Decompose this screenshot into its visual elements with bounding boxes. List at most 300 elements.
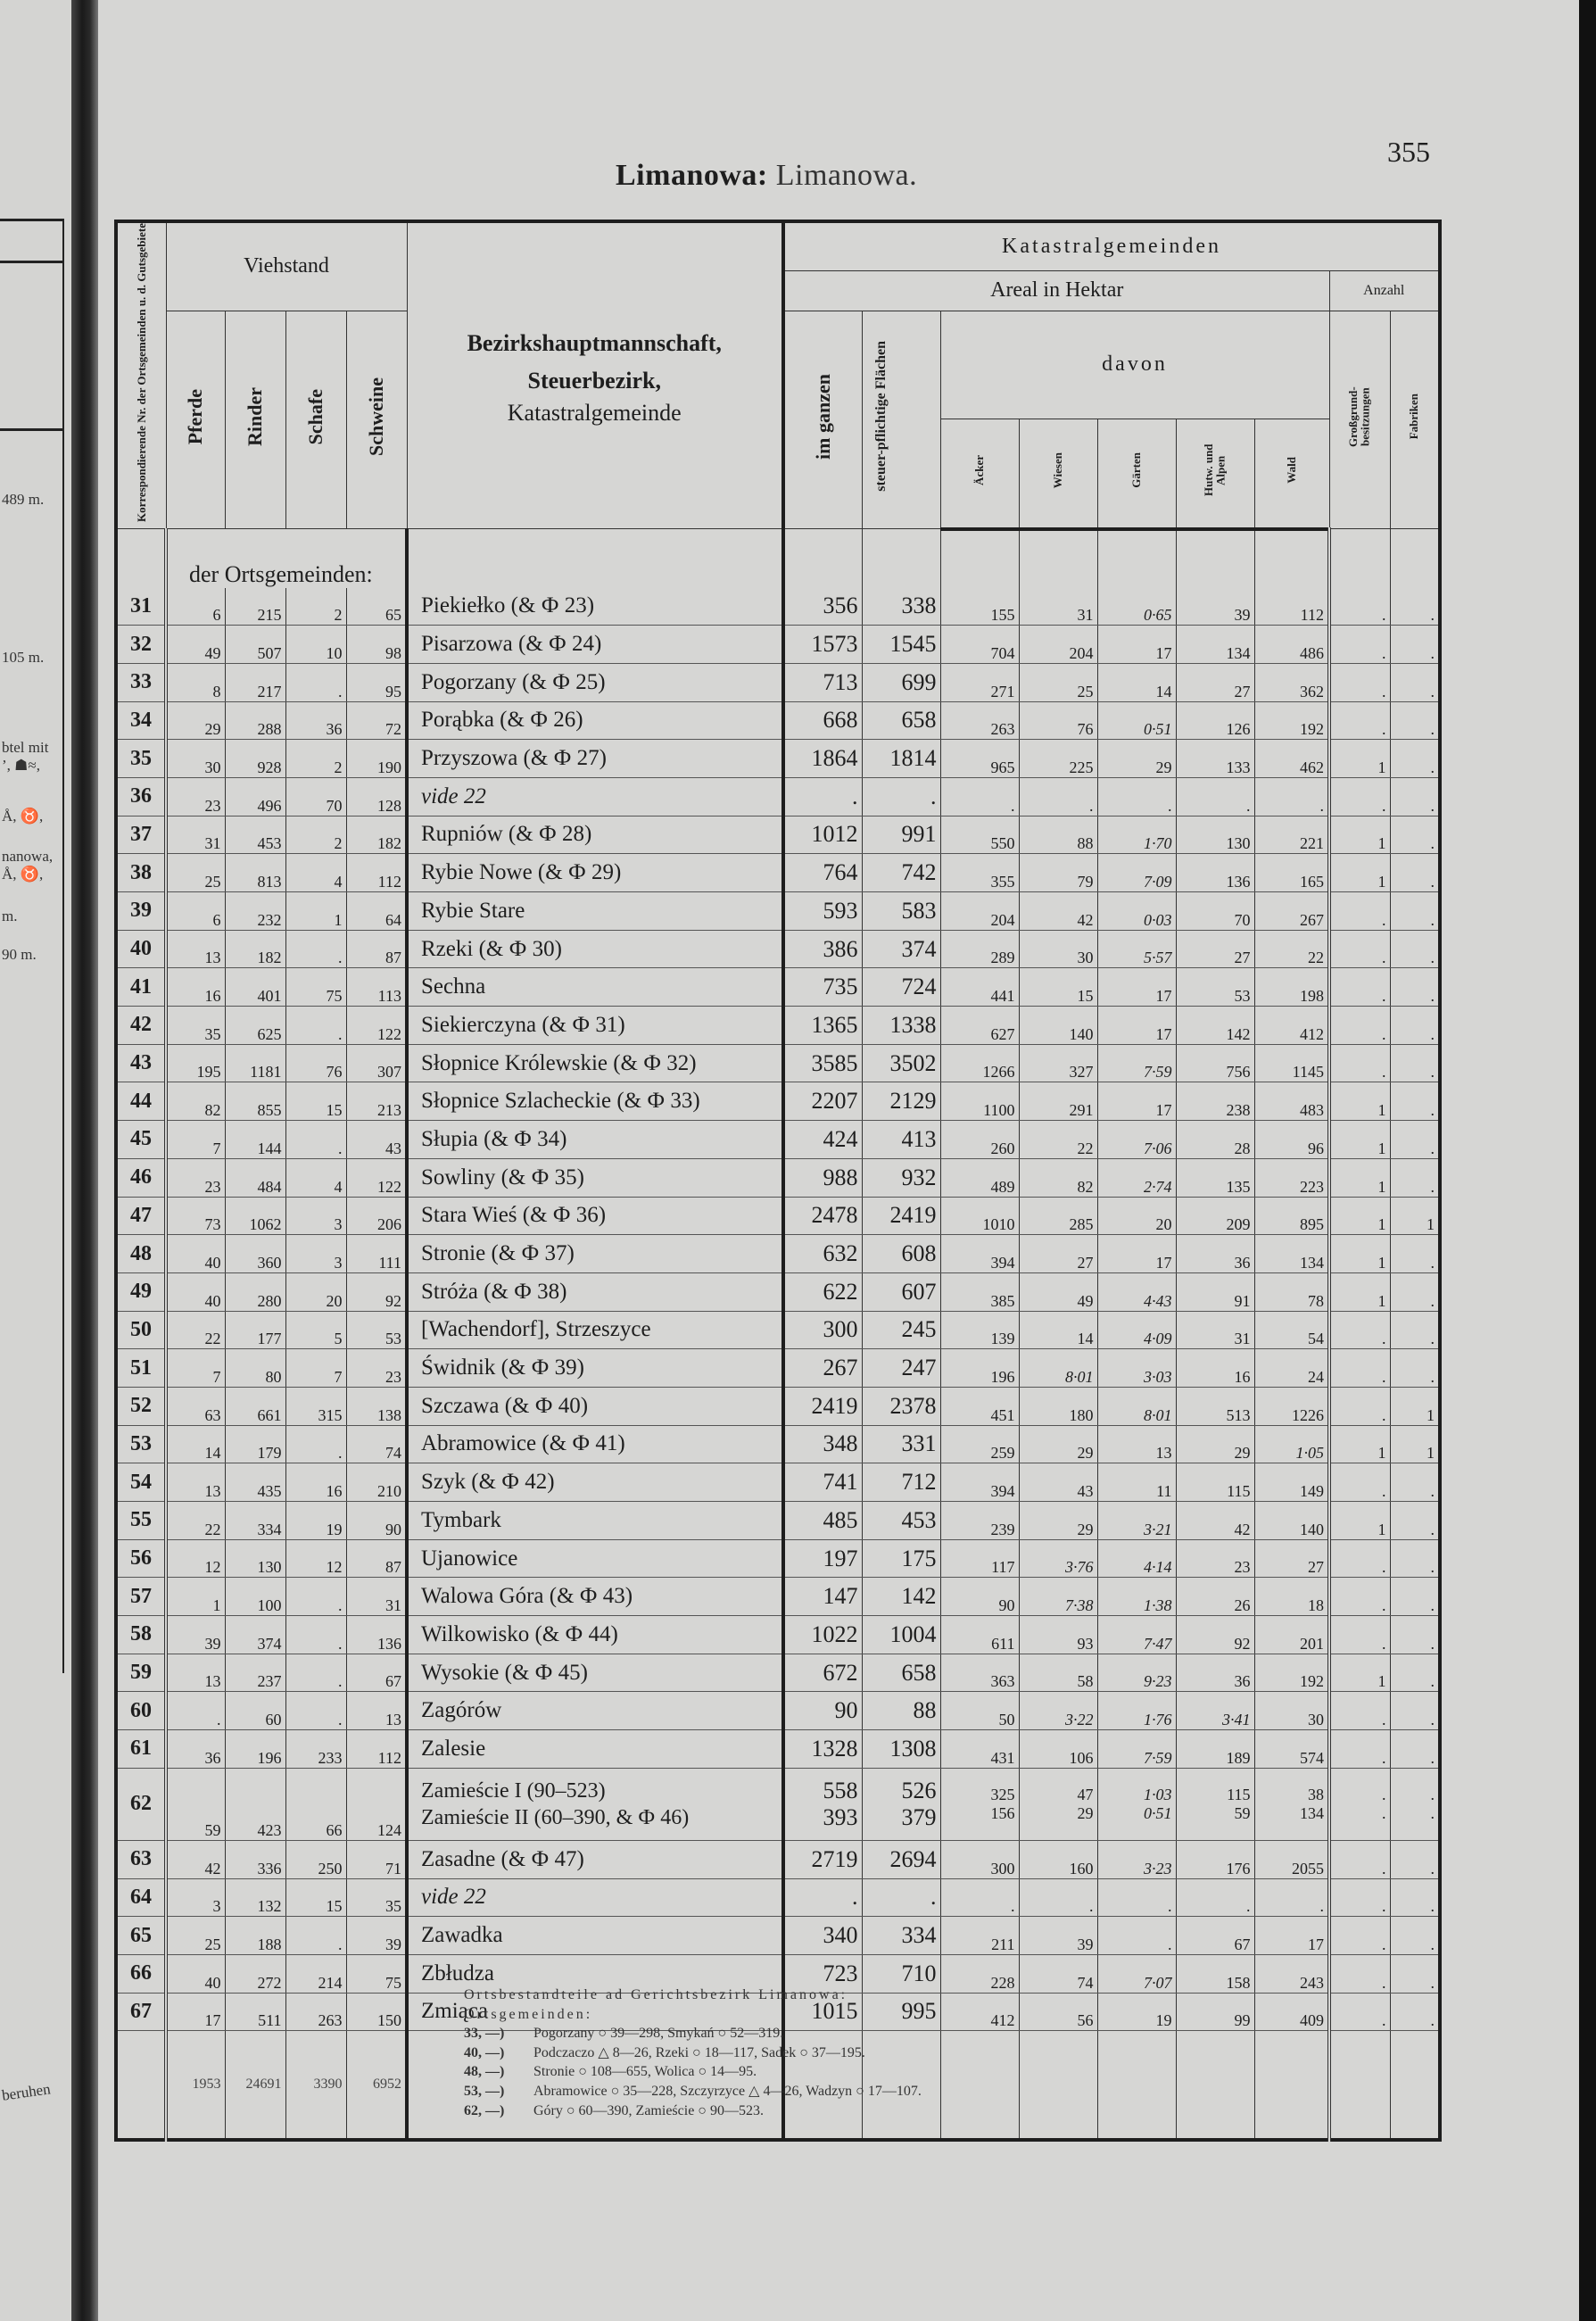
margin-fragment: nanowa,: [2, 848, 54, 865]
adjacent-page-fragment: [0, 0, 71, 2321]
name-line: Tymbark: [421, 1507, 501, 1532]
cell-wald: 486: [1254, 626, 1329, 664]
cell-wald: 483: [1254, 1082, 1329, 1121]
cell-schweine: 87: [346, 1539, 407, 1578]
cell-pferde: 25: [166, 854, 225, 892]
cell-schafe: 214: [285, 1954, 346, 1993]
cell-hutw: 135: [1176, 1158, 1254, 1197]
cell-schafe: .: [285, 1616, 346, 1654]
cell-hutw: 136: [1176, 854, 1254, 892]
header-nr: Korrespondierende Nr. der Ortsgemeinden u. d. Gutsgebiete: [116, 221, 166, 529]
name-line: Rybie Nowe (& Ф 29): [421, 860, 622, 885]
cell-grossgrund: 1: [1329, 1197, 1390, 1235]
cell-schafe: 3: [285, 1235, 346, 1273]
cell-wiesen: 140: [1019, 1007, 1097, 1045]
table-row: [116, 1878, 1440, 1917]
cell-fabriken: .: [1390, 930, 1440, 968]
cell-schweine: 92: [346, 1272, 407, 1311]
cell-rinder: 80: [225, 1349, 285, 1388]
cell-aecker: 90: [940, 1578, 1019, 1616]
cell-rinder: 374: [225, 1616, 285, 1654]
cell-hutw: 91: [1176, 1272, 1254, 1311]
cell-wiesen: 39: [1019, 1917, 1097, 1955]
row-number: 36: [116, 777, 166, 816]
cell-gaerten: 4·09: [1097, 1311, 1176, 1349]
cell-schafe: .: [285, 1007, 346, 1045]
margin-fragment: 105 m.: [2, 649, 45, 666]
footnote-text: Pogorzany ○ 39—298, Smykań ○ 52—319.: [533, 2026, 784, 2042]
katastralgemeinde-name: [407, 1917, 783, 1955]
cell-pferde: .: [166, 1692, 225, 1730]
cell-pferde: 195: [166, 1044, 225, 1082]
name-line: Abramowice (& Ф 41): [421, 1431, 625, 1456]
cell-rinder: 217: [225, 663, 285, 701]
cell-grossgrund: .: [1329, 1349, 1390, 1388]
cell-gaerten: 11: [1097, 1463, 1176, 1502]
cell-gaerten: 17: [1097, 626, 1176, 664]
cell-aecker: 325 156: [940, 1768, 1019, 1840]
cell-im_ganzen: 485: [783, 1502, 862, 1540]
cell-schafe: 250: [285, 1840, 346, 1878]
katastralgemeinde-name: [407, 1197, 783, 1235]
cell-wald: 362: [1254, 663, 1329, 701]
footnote-key: 53, —): [464, 2083, 505, 2099]
table-row: [116, 1044, 1440, 1082]
name-line: Stróża (& Ф 38): [421, 1279, 567, 1304]
table-row: [116, 1007, 1440, 1045]
cell-steuerpfl: 3502: [862, 1044, 940, 1082]
katastralgemeinde-name: [407, 1730, 783, 1769]
cell-pferde: 17: [166, 1993, 225, 2031]
cell-rinder: 144: [225, 1121, 285, 1159]
cell-fabriken: .: [1390, 1840, 1440, 1878]
cell-wiesen: 79: [1019, 854, 1097, 892]
footnote-key: 62, —): [464, 2102, 505, 2118]
cell-pferde: 49: [166, 626, 225, 664]
cell-rinder: 336: [225, 1840, 285, 1878]
cell-fabriken: .: [1390, 1917, 1440, 1955]
katastralgemeinde-name: [407, 1768, 783, 1840]
header-steuerpflichtige: steuer-pflichtige Flächen: [862, 311, 940, 529]
cell-wiesen: 27: [1019, 1235, 1097, 1273]
cell-aecker: 412: [940, 1993, 1019, 2031]
cell-schafe: 36: [285, 701, 346, 740]
header-katastralgemeinden: Katastralgemeinden: [783, 221, 1440, 270]
name-line: Porąbka (& Ф 26): [421, 708, 583, 733]
cell-im_ganzen: 723: [783, 1954, 862, 1993]
empty-cell: [940, 2031, 1019, 2141]
cell-grossgrund: 1: [1329, 1158, 1390, 1197]
name-line: Wilkowisko (& Ф 44): [421, 1621, 618, 1646]
cell-pferde: 22: [166, 1311, 225, 1349]
row-number: 59: [116, 1654, 166, 1692]
cell-aecker: 139: [940, 1311, 1019, 1349]
cell-rinder: 453: [225, 816, 285, 854]
cell-aecker: 431: [940, 1730, 1019, 1769]
name-line: Siekierczyna (& Ф 31): [421, 1012, 625, 1037]
row-number: 41: [116, 968, 166, 1007]
cell-im_ganzen: 1012: [783, 816, 862, 854]
cell-schafe: 10: [285, 626, 346, 664]
cell-schweine: 95: [346, 663, 407, 701]
cell-schweine: 98: [346, 626, 407, 664]
cell-fabriken: .: [1390, 1539, 1440, 1578]
cell-gaerten: 1·03 0·51: [1097, 1768, 1176, 1840]
cell-fabriken: .: [1390, 1993, 1440, 2031]
header-hutweiden: Hutw. und Alpen: [1176, 419, 1254, 529]
katastralgemeinde-name: [407, 1616, 783, 1654]
cell-schweine: 122: [346, 1158, 407, 1197]
cell-grossgrund: .: [1329, 663, 1390, 701]
cell-fabriken: .: [1390, 854, 1440, 892]
cell-rinder: 401: [225, 968, 285, 1007]
cell-im_ganzen: 2207: [783, 1082, 862, 1121]
table-row: [116, 854, 1440, 892]
cell-gaerten: 1·38: [1097, 1578, 1176, 1616]
cell-hutw: 39: [1176, 588, 1254, 626]
cell-pferde: 40: [166, 1954, 225, 1993]
cell-rinder: 177: [225, 1311, 285, 1349]
table-row: [116, 1272, 1440, 1311]
cell-aecker: 196: [940, 1349, 1019, 1388]
cell-gaerten: 8·01: [1097, 1387, 1176, 1425]
cell-wald: 574: [1254, 1730, 1329, 1769]
katastralgemeinde-name: [407, 816, 783, 854]
cell-rinder: 280: [225, 1272, 285, 1311]
cell-grossgrund: .: [1329, 1044, 1390, 1082]
cell-im_ganzen: 764: [783, 854, 862, 892]
cell-gaerten: 4·14: [1097, 1539, 1176, 1578]
cell-fabriken: .: [1390, 1692, 1440, 1730]
katastralgemeinde-name: [407, 740, 783, 778]
cell-wiesen: 22: [1019, 1121, 1097, 1159]
cell-aecker: 965: [940, 740, 1019, 778]
katastralgemeinde-name: [407, 1121, 783, 1159]
book-spine: [71, 0, 98, 2321]
cell-aecker: 50: [940, 1692, 1019, 1730]
cell-hutw: 238: [1176, 1082, 1254, 1121]
cell-im_ganzen: 1365: [783, 1007, 862, 1045]
footnote-item: [464, 2101, 922, 2121]
name-line: Ujanowice: [421, 1546, 518, 1571]
cell-wald: 412: [1254, 1007, 1329, 1045]
cell-pferde: 1: [166, 1578, 225, 1616]
cell-schweine: 112: [346, 854, 407, 892]
table-row: [116, 1387, 1440, 1425]
katastralgemeinde-name: [407, 1539, 783, 1578]
cell-hutw: 134: [1176, 626, 1254, 664]
cell-schafe: 20: [285, 1272, 346, 1311]
header-schafe: Schafe: [285, 311, 346, 529]
cell-fabriken: .: [1390, 1616, 1440, 1654]
name-line: vide 22: [421, 783, 486, 808]
cell-hutw: .: [1176, 777, 1254, 816]
cell-hutw: 756: [1176, 1044, 1254, 1082]
cell-wald: 165: [1254, 854, 1329, 892]
cell-schweine: 136: [346, 1616, 407, 1654]
cell-wald: 201: [1254, 1616, 1329, 1654]
katastralgemeinde-name: [407, 626, 783, 664]
cell-hutw: 67: [1176, 1917, 1254, 1955]
empty-cell: [1254, 2031, 1329, 2141]
cell-wald: 1226: [1254, 1387, 1329, 1425]
cell-aecker: 385: [940, 1272, 1019, 1311]
cell-grossgrund: .: [1329, 1730, 1390, 1769]
section-row: [116, 529, 1440, 588]
cell-schweine: 124: [346, 1768, 407, 1840]
cell-schweine: 67: [346, 1654, 407, 1692]
cell-grossgrund: .: [1329, 1578, 1390, 1616]
cell-grossgrund: .: [1329, 1993, 1390, 2031]
cell-schweine: 53: [346, 1311, 407, 1349]
cell-wiesen: 14: [1019, 1311, 1097, 1349]
cell-wald: 134: [1254, 1235, 1329, 1273]
total-pferde: 1953: [166, 2031, 225, 2141]
row-number: 35: [116, 740, 166, 778]
cell-aecker: 394: [940, 1235, 1019, 1273]
cell-aecker: 117: [940, 1539, 1019, 1578]
cell-wald: 1145: [1254, 1044, 1329, 1082]
table-row: [116, 1235, 1440, 1273]
cell-schafe: 263: [285, 1993, 346, 2031]
cell-hutw: 36: [1176, 1654, 1254, 1692]
cell-rinder: 1062: [225, 1197, 285, 1235]
cell-im_ganzen: 1022: [783, 1616, 862, 1654]
cell-fabriken: .: [1390, 1578, 1440, 1616]
cell-gaerten: 7·47: [1097, 1616, 1176, 1654]
footnote-text: Podczaczo △ 8—26, Rzeki ○ 18—117, Sadek ○ 37—195.: [533, 2044, 865, 2060]
cell-fabriken: .: [1390, 1654, 1440, 1692]
empty-cell: [1176, 2031, 1254, 2141]
cell-grossgrund: 1: [1329, 1654, 1390, 1692]
cell-schweine: 13: [346, 1692, 407, 1730]
cell-schafe: .: [285, 1578, 346, 1616]
cell-im_ganzen: 735: [783, 968, 862, 1007]
cell-schafe: .: [285, 1654, 346, 1692]
name-line: Zbłudza: [421, 1960, 494, 1985]
table-row: [116, 892, 1440, 931]
cell-rinder: 196: [225, 1730, 285, 1769]
margin-fragment: Å, ♉,: [2, 866, 44, 883]
cell-grossgrund: .: [1329, 1692, 1390, 1730]
cell-wald: 30: [1254, 1692, 1329, 1730]
margin-fragment: 489 m.: [2, 491, 45, 508]
cell-rinder: 288: [225, 701, 285, 740]
cell-rinder: 423: [225, 1768, 285, 1840]
table-row: [116, 1730, 1440, 1769]
cell-aecker: .: [940, 777, 1019, 816]
cell-wald: 267: [1254, 892, 1329, 931]
cell-im_ganzen: 593: [783, 892, 862, 931]
katastralgemeinde-name: [407, 1692, 783, 1730]
cell-fabriken: . .: [1390, 1768, 1440, 1840]
cell-gaerten: 17: [1097, 1007, 1176, 1045]
cell-steuerpfl: 658: [862, 701, 940, 740]
cell-wiesen: 204: [1019, 626, 1097, 664]
row-number: 34: [116, 701, 166, 740]
cell-im_ganzen: 558 393: [783, 1768, 862, 1840]
table-row: [116, 1463, 1440, 1502]
table-row: [116, 1768, 1440, 1840]
katastralgemeinde-name: [407, 1007, 783, 1045]
footnote-heading: Ortsbestandteile ad Gerichtsbezirk Limanowa:: [464, 1987, 848, 2002]
cell-wiesen: 82: [1019, 1158, 1097, 1197]
cell-schafe: .: [285, 1425, 346, 1463]
cell-schafe: 76: [285, 1044, 346, 1082]
cell-wald: 149: [1254, 1463, 1329, 1502]
cell-im_ganzen: 1864: [783, 740, 862, 778]
cell-rinder: 182: [225, 930, 285, 968]
name-line: Piekiełko (& Ф 23): [421, 593, 595, 618]
cell-steuerpfl: 699: [862, 663, 940, 701]
cell-wiesen: .: [1019, 1878, 1097, 1917]
cell-hutw: 70: [1176, 892, 1254, 931]
cell-schweine: 43: [346, 1121, 407, 1159]
cell-fabriken: .: [1390, 588, 1440, 626]
cell-fabriken: .: [1390, 892, 1440, 931]
header-wald: Wald: [1254, 419, 1329, 529]
cell-gaerten: .: [1097, 777, 1176, 816]
cell-schafe: 315: [285, 1387, 346, 1425]
cell-gaerten: 7·59: [1097, 1044, 1176, 1082]
table-row: [116, 1917, 1440, 1955]
table-row: [116, 1425, 1440, 1463]
cell-wiesen: 31: [1019, 588, 1097, 626]
cell-schafe: 4: [285, 854, 346, 892]
cell-gaerten: 0·51: [1097, 701, 1176, 740]
katastralgemeinde-name: [407, 701, 783, 740]
cell-fabriken: 1: [1390, 1425, 1440, 1463]
cell-pferde: 36: [166, 1730, 225, 1769]
cell-aecker: 259: [940, 1425, 1019, 1463]
row-number: 43: [116, 1044, 166, 1082]
cell-im_ganzen: 2478: [783, 1197, 862, 1235]
cell-schweine: 90: [346, 1502, 407, 1540]
table-row: [116, 816, 1440, 854]
cell-steuerpfl: 1545: [862, 626, 940, 664]
katastralgemeinde-name: [407, 930, 783, 968]
cell-wald: 112: [1254, 588, 1329, 626]
row-number: 61: [116, 1730, 166, 1769]
cell-gaerten: 20: [1097, 1197, 1176, 1235]
cell-hutw: 92: [1176, 1616, 1254, 1654]
cell-grossgrund: .: [1329, 1917, 1390, 1955]
cell-aecker: 441: [940, 968, 1019, 1007]
running-title-light: Limanowa.: [775, 159, 918, 192]
katastralgemeinde-name: [407, 1349, 783, 1388]
cell-gaerten: 7·06: [1097, 1121, 1176, 1159]
row-number: 32: [116, 626, 166, 664]
cell-aecker: 451: [940, 1387, 1019, 1425]
cell-im_ganzen: 2419: [783, 1387, 862, 1425]
header-davon: davon: [940, 311, 1329, 419]
cell-hutw: 31: [1176, 1311, 1254, 1349]
cell-grossgrund: .: [1329, 626, 1390, 664]
katastralgemeinde-name: [407, 1463, 783, 1502]
header-areal: Areal in Hektar: [783, 270, 1329, 311]
cell-wiesen: 160: [1019, 1840, 1097, 1878]
cell-im_ganzen: 197: [783, 1539, 862, 1578]
cell-pferde: 13: [166, 930, 225, 968]
cell-steuerpfl: 331: [862, 1425, 940, 1463]
header-im-ganzen: im ganzen: [783, 311, 862, 529]
cell-pferde: 35: [166, 1007, 225, 1045]
page-number: 355: [1387, 136, 1430, 168]
row-number: 46: [116, 1158, 166, 1197]
cell-gaerten: 13: [1097, 1425, 1176, 1463]
cell-gaerten: 17: [1097, 968, 1176, 1007]
cell-schweine: 210: [346, 1463, 407, 1502]
footnote-text: Góry ○ 60—390, Zamieście ○ 90—523.: [533, 2102, 764, 2118]
cell-steuerpfl: 991: [862, 816, 940, 854]
cell-steuerpfl: 583: [862, 892, 940, 931]
cell-schafe: .: [285, 663, 346, 701]
cell-rinder: 435: [225, 1463, 285, 1502]
table-row: [116, 968, 1440, 1007]
name-line: Sechna: [421, 974, 486, 999]
name-line: Zamieście II (60–390, & Ф 46): [421, 1805, 690, 1829]
katastralgemeinde-name: [407, 1158, 783, 1197]
cell-grossgrund: .: [1329, 1539, 1390, 1578]
cell-gaerten: 7·07: [1097, 1954, 1176, 1993]
divider: [0, 219, 62, 221]
table-body: [116, 529, 1440, 2141]
cell-wald: 54: [1254, 1311, 1329, 1349]
cell-aecker: 627: [940, 1007, 1019, 1045]
cell-schafe: 75: [285, 968, 346, 1007]
cell-gaerten: 17: [1097, 1082, 1176, 1121]
cell-im_ganzen: 672: [783, 1654, 862, 1692]
table-row: [116, 626, 1440, 664]
cell-wald: 223: [1254, 1158, 1329, 1197]
cell-schafe: 7: [285, 1349, 346, 1388]
cell-aecker: 1100: [940, 1082, 1019, 1121]
cell-im_ganzen: 348: [783, 1425, 862, 1463]
cell-fabriken: .: [1390, 1121, 1440, 1159]
margin-fragment: btel mit: [2, 739, 49, 756]
cell-schweine: 31: [346, 1578, 407, 1616]
cell-gaerten: 7·09: [1097, 854, 1176, 892]
header-gaerten: Gärten: [1097, 419, 1176, 529]
cell-pferde: 40: [166, 1272, 225, 1311]
header-anzahl: Anzahl: [1329, 270, 1440, 311]
cell-rinder: 360: [225, 1235, 285, 1273]
row-number: 33: [116, 663, 166, 701]
katastralgemeinde-name: [407, 777, 783, 816]
scan-right-edge: [1579, 0, 1596, 2321]
katastralgemeinde-name: [407, 663, 783, 701]
cell-pferde: 23: [166, 1158, 225, 1197]
cell-schweine: 128: [346, 777, 407, 816]
cell-aecker: 239: [940, 1502, 1019, 1540]
cell-hutw: 16: [1176, 1349, 1254, 1388]
name-line: Przyszowa (& Ф 27): [421, 746, 607, 771]
cell-wiesen: 47 29: [1019, 1768, 1097, 1840]
table-row: [116, 777, 1440, 816]
cell-steuerpfl: 724: [862, 968, 940, 1007]
cell-fabriken: .: [1390, 777, 1440, 816]
cell-schweine: 138: [346, 1387, 407, 1425]
cell-schweine: 150: [346, 1993, 407, 2031]
cell-hutw: 115: [1176, 1463, 1254, 1502]
cell-wald: 17: [1254, 1917, 1329, 1955]
cell-aecker: 1010: [940, 1197, 1019, 1235]
cell-pferde: 6: [166, 588, 225, 626]
footnote-text: Stronie ○ 108—655, Wolica ○ 14—95.: [533, 2064, 757, 2080]
cell-rinder: 928: [225, 740, 285, 778]
cell-gaerten: 1·70: [1097, 816, 1176, 854]
cell-wiesen: 58: [1019, 1654, 1097, 1692]
